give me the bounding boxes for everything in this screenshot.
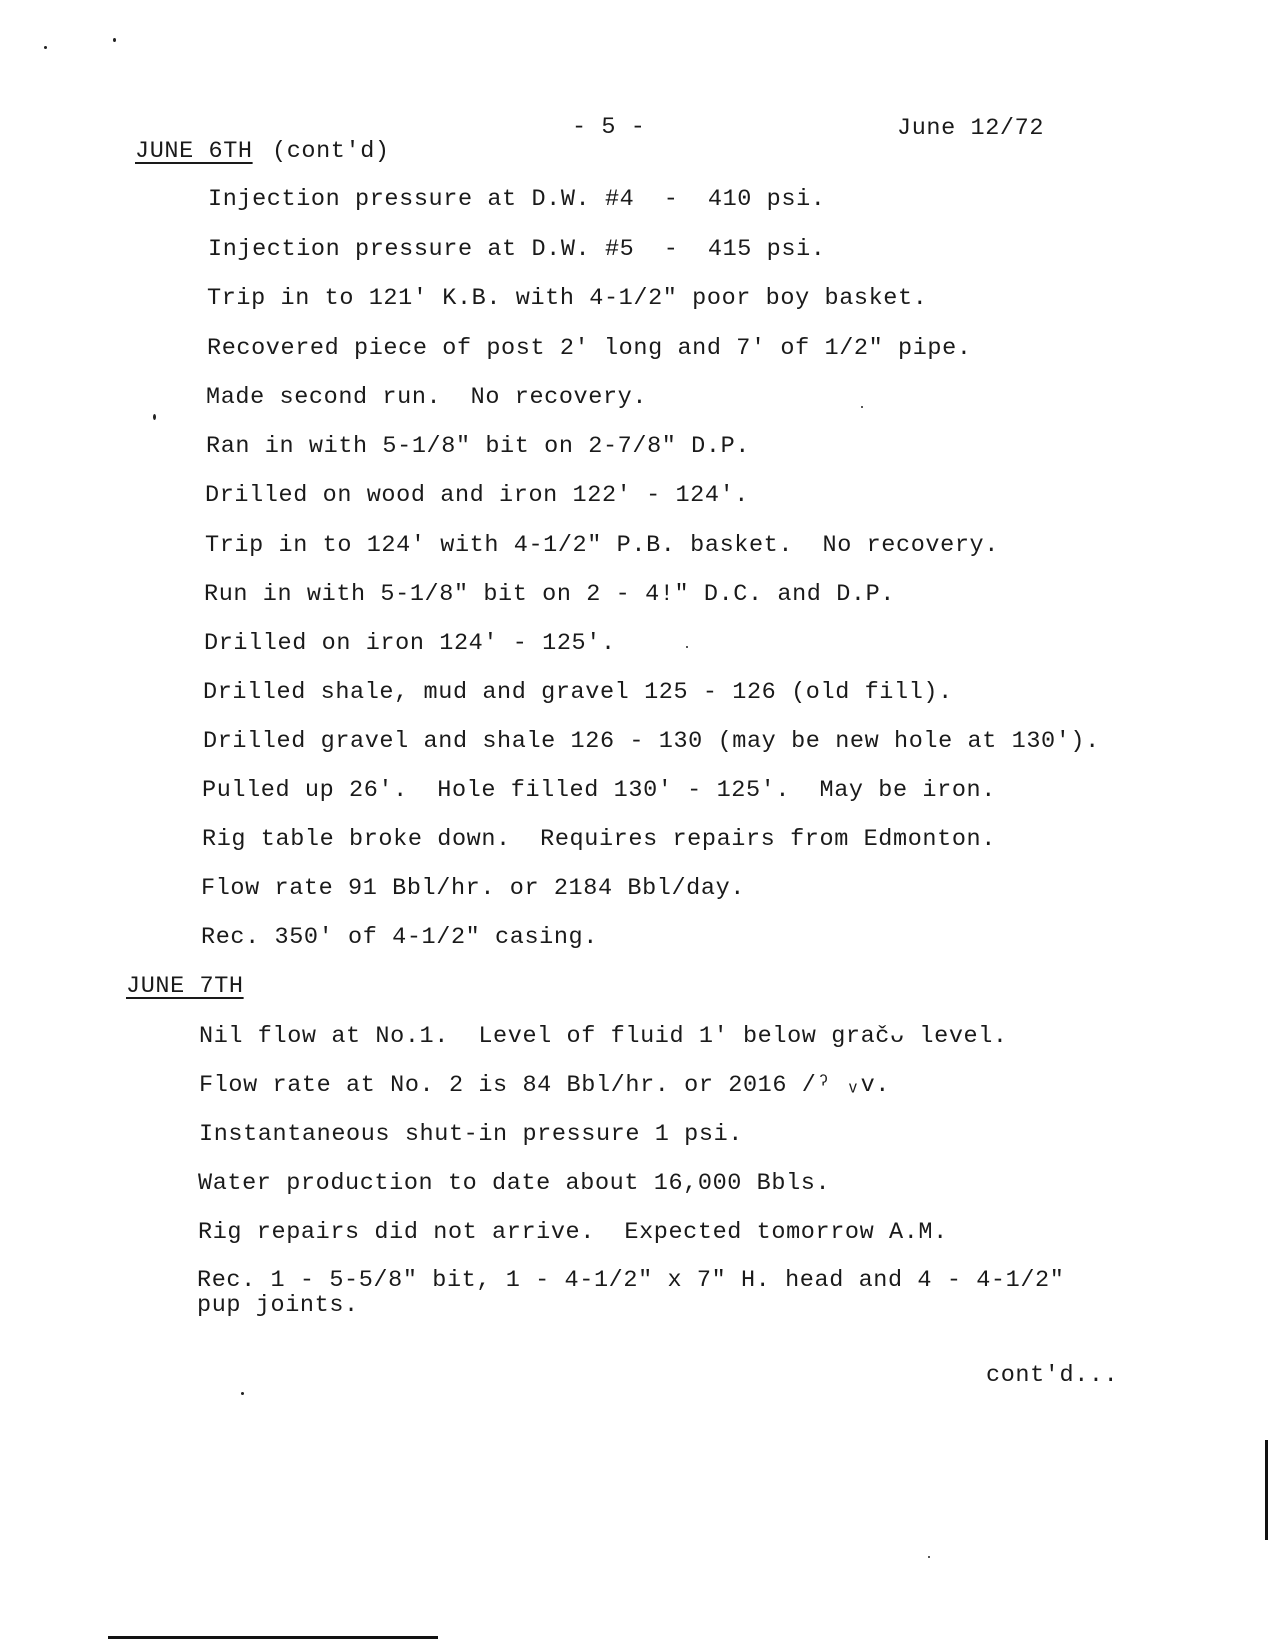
log-entry: pup joints. [197, 1292, 359, 1319]
scan-speck [113, 38, 116, 42]
log-entry: Rec. 1 - 5-5/8" bit, 1 - 4-1/2" x 7" H. head and 4 - 4-1/2" [197, 1267, 1065, 1294]
log-entry: Drilled on iron 124' - 125'. [204, 630, 616, 657]
log-entry: Rec. 350' of 4-1/2" casing. [201, 924, 598, 951]
log-entry: Made second run. No recovery. [206, 384, 648, 411]
scan-speck [928, 1556, 930, 1558]
scan-speck [44, 46, 47, 49]
log-entry: Ran in with 5-1/8" bit on 2-7/8" D.P. [206, 433, 750, 460]
section-heading: JUNE 6TH [135, 138, 253, 165]
log-entry: Run in with 5-1/8" bit on 2 - 4!" D.C. and D.P. [204, 581, 896, 608]
log-entry: Rig table broke down. Requires repairs from Edmonton. [202, 826, 996, 853]
log-entry: Water production to date about 16,000 Bbls. [198, 1170, 831, 1197]
log-entry: Trip in to 124' with 4-1/2" P.B. basket. No recovery. [205, 532, 999, 559]
continued-label: cont'd... [986, 1362, 1119, 1389]
log-entry: Injection pressure at D.W. #4 - 410 psi. [208, 186, 826, 213]
page-number: - 5 - [572, 114, 646, 141]
log-entry: Nil flow at No.1. Level of fluid 1' below gračᴗ level. [199, 1023, 1008, 1050]
scan-speck [686, 646, 688, 648]
log-entry: Pulled up 26'. Hole filled 130' - 125'. May be iron. [202, 777, 996, 804]
log-entry: Flow rate 91 Bbl/hr. or 2184 Bbl/day. [201, 875, 745, 902]
scan-speck [153, 414, 156, 420]
log-entry: Recovered piece of post 2' long and 7' of 1/2" pipe. [207, 335, 972, 362]
document-date: June 12/72 [897, 115, 1045, 142]
log-entry: Drilled shale, mud and gravel 125 - 126 (old fill). [203, 679, 953, 706]
log-entry: Drilled on wood and iron 122' - 124'. [205, 482, 749, 509]
log-entry: Drilled gravel and shale 126 - 130 (may be new hole at 130'). [203, 728, 1100, 755]
scan-speck [241, 1392, 244, 1395]
log-entry: Trip in to 121' K.B. with 4-1/2" poor boy basket. [207, 285, 928, 312]
log-entry: Injection pressure at D.W. #5 - 415 psi. [208, 236, 826, 263]
section-heading-suffix: (cont'd) [272, 138, 390, 165]
log-entry: Flow rate at No. 2 is 84 Bbl/hr. or 2016 /ˀ ᵥv. [199, 1072, 891, 1099]
scan-speck [861, 406, 863, 408]
log-entry: Rig repairs did not arrive. Expected tomorrow A.M. [198, 1219, 948, 1246]
section-heading: JUNE 7TH [126, 973, 244, 1000]
log-entry: Instantaneous shut-in pressure 1 psi. [199, 1121, 743, 1148]
scan-bottom-line [108, 1636, 438, 1639]
